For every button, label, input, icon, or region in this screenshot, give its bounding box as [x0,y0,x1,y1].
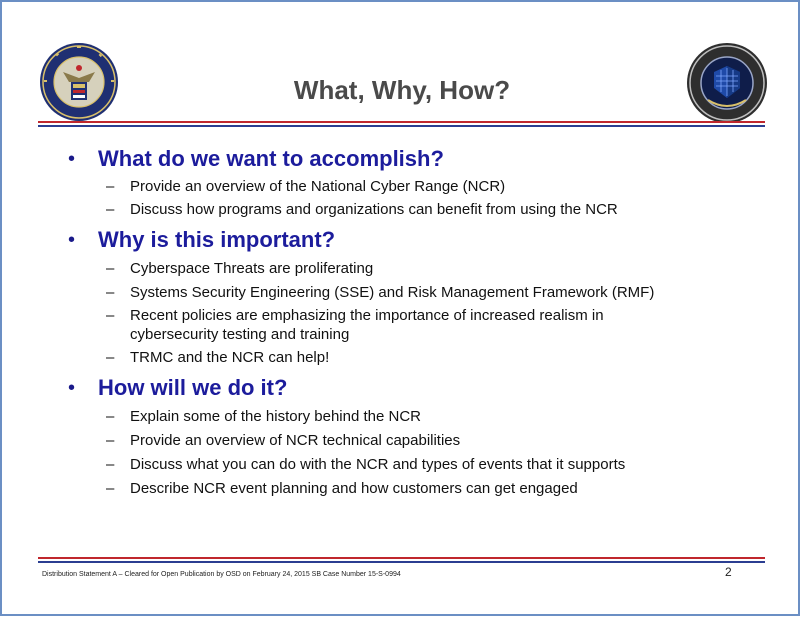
bullet-icon: • [68,377,76,399]
slide-content [2,2,798,614]
section-heading: What do we want to accomplish? [98,146,444,171]
bullet-icon: • [68,229,76,251]
list-item: Recent policies are emphasizing the importance of increased realism in cybersecurity testing and training [130,307,604,343]
section-heading: Why is this important? [98,227,336,252]
dash-icon: – [106,307,115,324]
list-item: Provide an overview of NCR technical capabilities [130,432,461,449]
dash-icon: – [106,201,115,218]
dash-icon: – [106,178,115,195]
dash-icon: – [106,284,115,301]
bullet-icon: • [68,148,76,170]
page-number: 2 [725,565,732,579]
list-item: Explain some of the history behind the NCR [130,408,421,425]
footer-rule-red [38,557,765,559]
list-item: Discuss what you can do with the NCR and types of events that it supports [130,456,626,473]
list-item: Describe NCR event planning and how customers can get engaged [130,480,578,497]
dash-icon: – [106,432,115,449]
distribution-statement: Distribution Statement A – Cleared for Open Publication by OSD on February 24, 2015 SB Case Number 15-S-0994 [42,571,401,578]
list-item: Cyberspace Threats are proliferating [130,260,374,277]
dash-icon: – [106,260,115,277]
section-heading: How will we do it? [98,375,288,400]
dash-icon: – [106,480,115,497]
list-item: Provide an overview of the National Cyber Range (NCR) [130,178,506,195]
list-item: Discuss how programs and organizations can benefit from using the NCR [130,201,618,218]
dash-icon: – [106,349,115,366]
footer-rule-blue [38,561,765,563]
dash-icon: – [106,408,115,425]
dash-icon: – [106,456,115,473]
page-title: What, Why, How? [293,75,511,105]
list-item: TRMC and the NCR can help! [130,349,330,366]
list-item: Systems Security Engineering (SSE) and Risk Management Framework (RMF) [130,284,655,301]
